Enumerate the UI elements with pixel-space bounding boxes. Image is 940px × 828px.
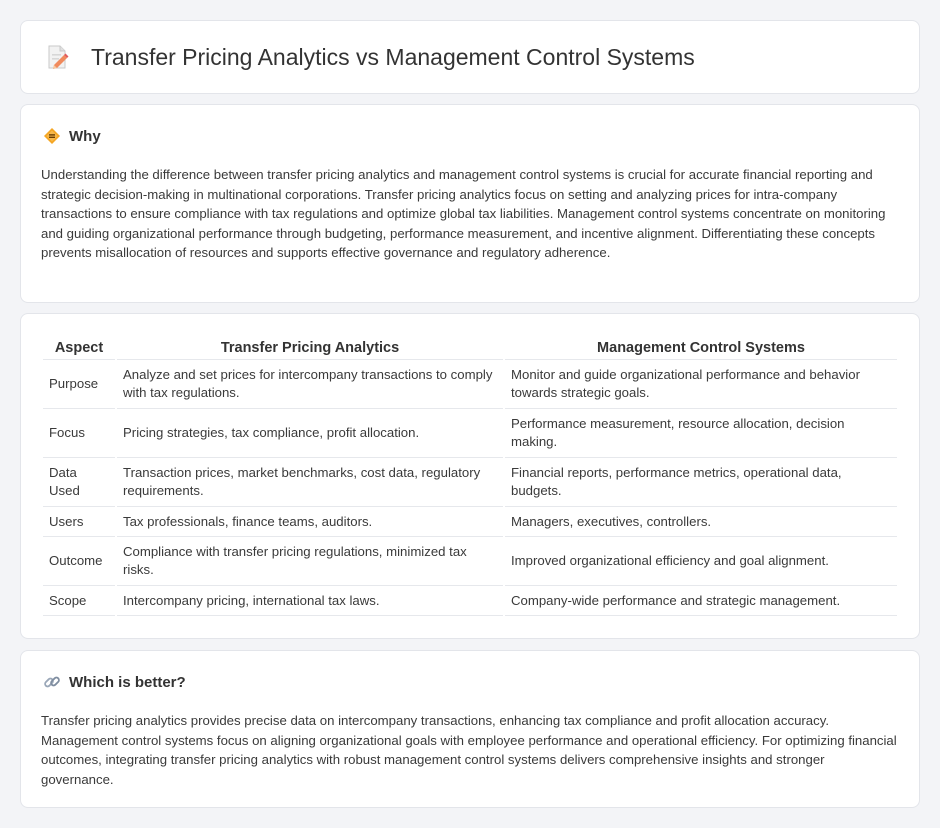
- mcs-cell: Financial reports, performance metrics, operational data, budgets.: [505, 458, 897, 507]
- aspect-cell: Purpose: [43, 360, 115, 409]
- tpa-cell: Tax professionals, finance teams, auditors.: [117, 507, 503, 537]
- aspect-cell: Scope: [43, 586, 115, 616]
- page-title: Transfer Pricing Analytics vs Management Control Systems: [91, 43, 695, 70]
- link-icon: [43, 673, 61, 691]
- table-row: [43, 458, 897, 507]
- tpa-cell: Intercompany pricing, international tax laws.: [117, 586, 503, 616]
- table-row: [43, 360, 897, 409]
- which-is-better-section: [20, 650, 920, 808]
- aspect-cell: Users: [43, 507, 115, 537]
- mcs-cell: Monitor and guide organizational performance and behavior towards strategic goals.: [505, 360, 897, 409]
- tpa-cell: Analyze and set prices for intercompany transactions to comply with tax regulations.: [117, 360, 503, 409]
- tpa-cell: Transaction prices, market benchmarks, cost data, regulatory requirements.: [117, 458, 503, 507]
- column-header-mcs: Management Control Systems: [505, 336, 897, 360]
- table-row: [43, 586, 897, 616]
- comparison-table: [41, 336, 899, 616]
- aspect-cell: Data Used: [43, 458, 115, 507]
- title-row: [45, 43, 695, 71]
- mcs-cell: Company-wide performance and strategic management.: [505, 586, 897, 616]
- table-row: [43, 537, 897, 586]
- better-heading: Which is better?: [69, 673, 186, 691]
- tpa-cell: Compliance with transfer pricing regulations, minimized tax risks.: [117, 537, 503, 586]
- table-row: [43, 507, 897, 537]
- diamond-sign-icon: [43, 127, 61, 145]
- aspect-cell: Focus: [43, 409, 115, 458]
- mcs-cell: Performance measurement, resource allocation, decision making.: [505, 409, 897, 458]
- document-pencil-icon: [45, 43, 71, 71]
- better-heading-row: [43, 673, 186, 691]
- column-header-aspect: Aspect: [43, 336, 115, 360]
- why-heading: Why: [69, 127, 101, 145]
- mcs-cell: Managers, executives, controllers.: [505, 507, 897, 537]
- column-header-tpa: Transfer Pricing Analytics: [117, 336, 503, 360]
- comparison-section: [20, 313, 920, 639]
- mcs-cell: Improved organizational efficiency and goal alignment.: [505, 537, 897, 586]
- aspect-cell: Outcome: [43, 537, 115, 586]
- why-text: Understanding the difference between transfer pricing analytics and management control systems is crucial for accurate financial reporting and strategic decision-making in multinational corporations. Transfer pricing analytics focus on setting and analyzing prices for intra-company transactions to ensure compliance with tax regulations and optimize global tax liabilities. Management control systems concentrate on monitoring and guiding organizational performance through budgeting, performance measurement, and incentive alignment. Differentiating these concepts prevents misallocation of resources and supports effective governance and regulatory adherence.: [41, 167, 886, 260]
- table-row: [43, 409, 897, 458]
- better-text: Transfer pricing analytics provides precise data on intercompany transactions, enhancing tax compliance and profit allocation accuracy. Management control systems focus on aligning organizational goals with employee performance and operational efficiency. For optimizing financial outcomes, integrating transfer pricing analytics with robust management control systems delivers comprehensive insights and stronger governance.: [41, 713, 897, 787]
- tpa-cell: Pricing strategies, tax compliance, profit allocation.: [117, 409, 503, 458]
- why-section: [20, 104, 920, 303]
- title-card: [20, 20, 920, 94]
- table-header-row: [43, 336, 897, 360]
- why-heading-row: [43, 127, 101, 145]
